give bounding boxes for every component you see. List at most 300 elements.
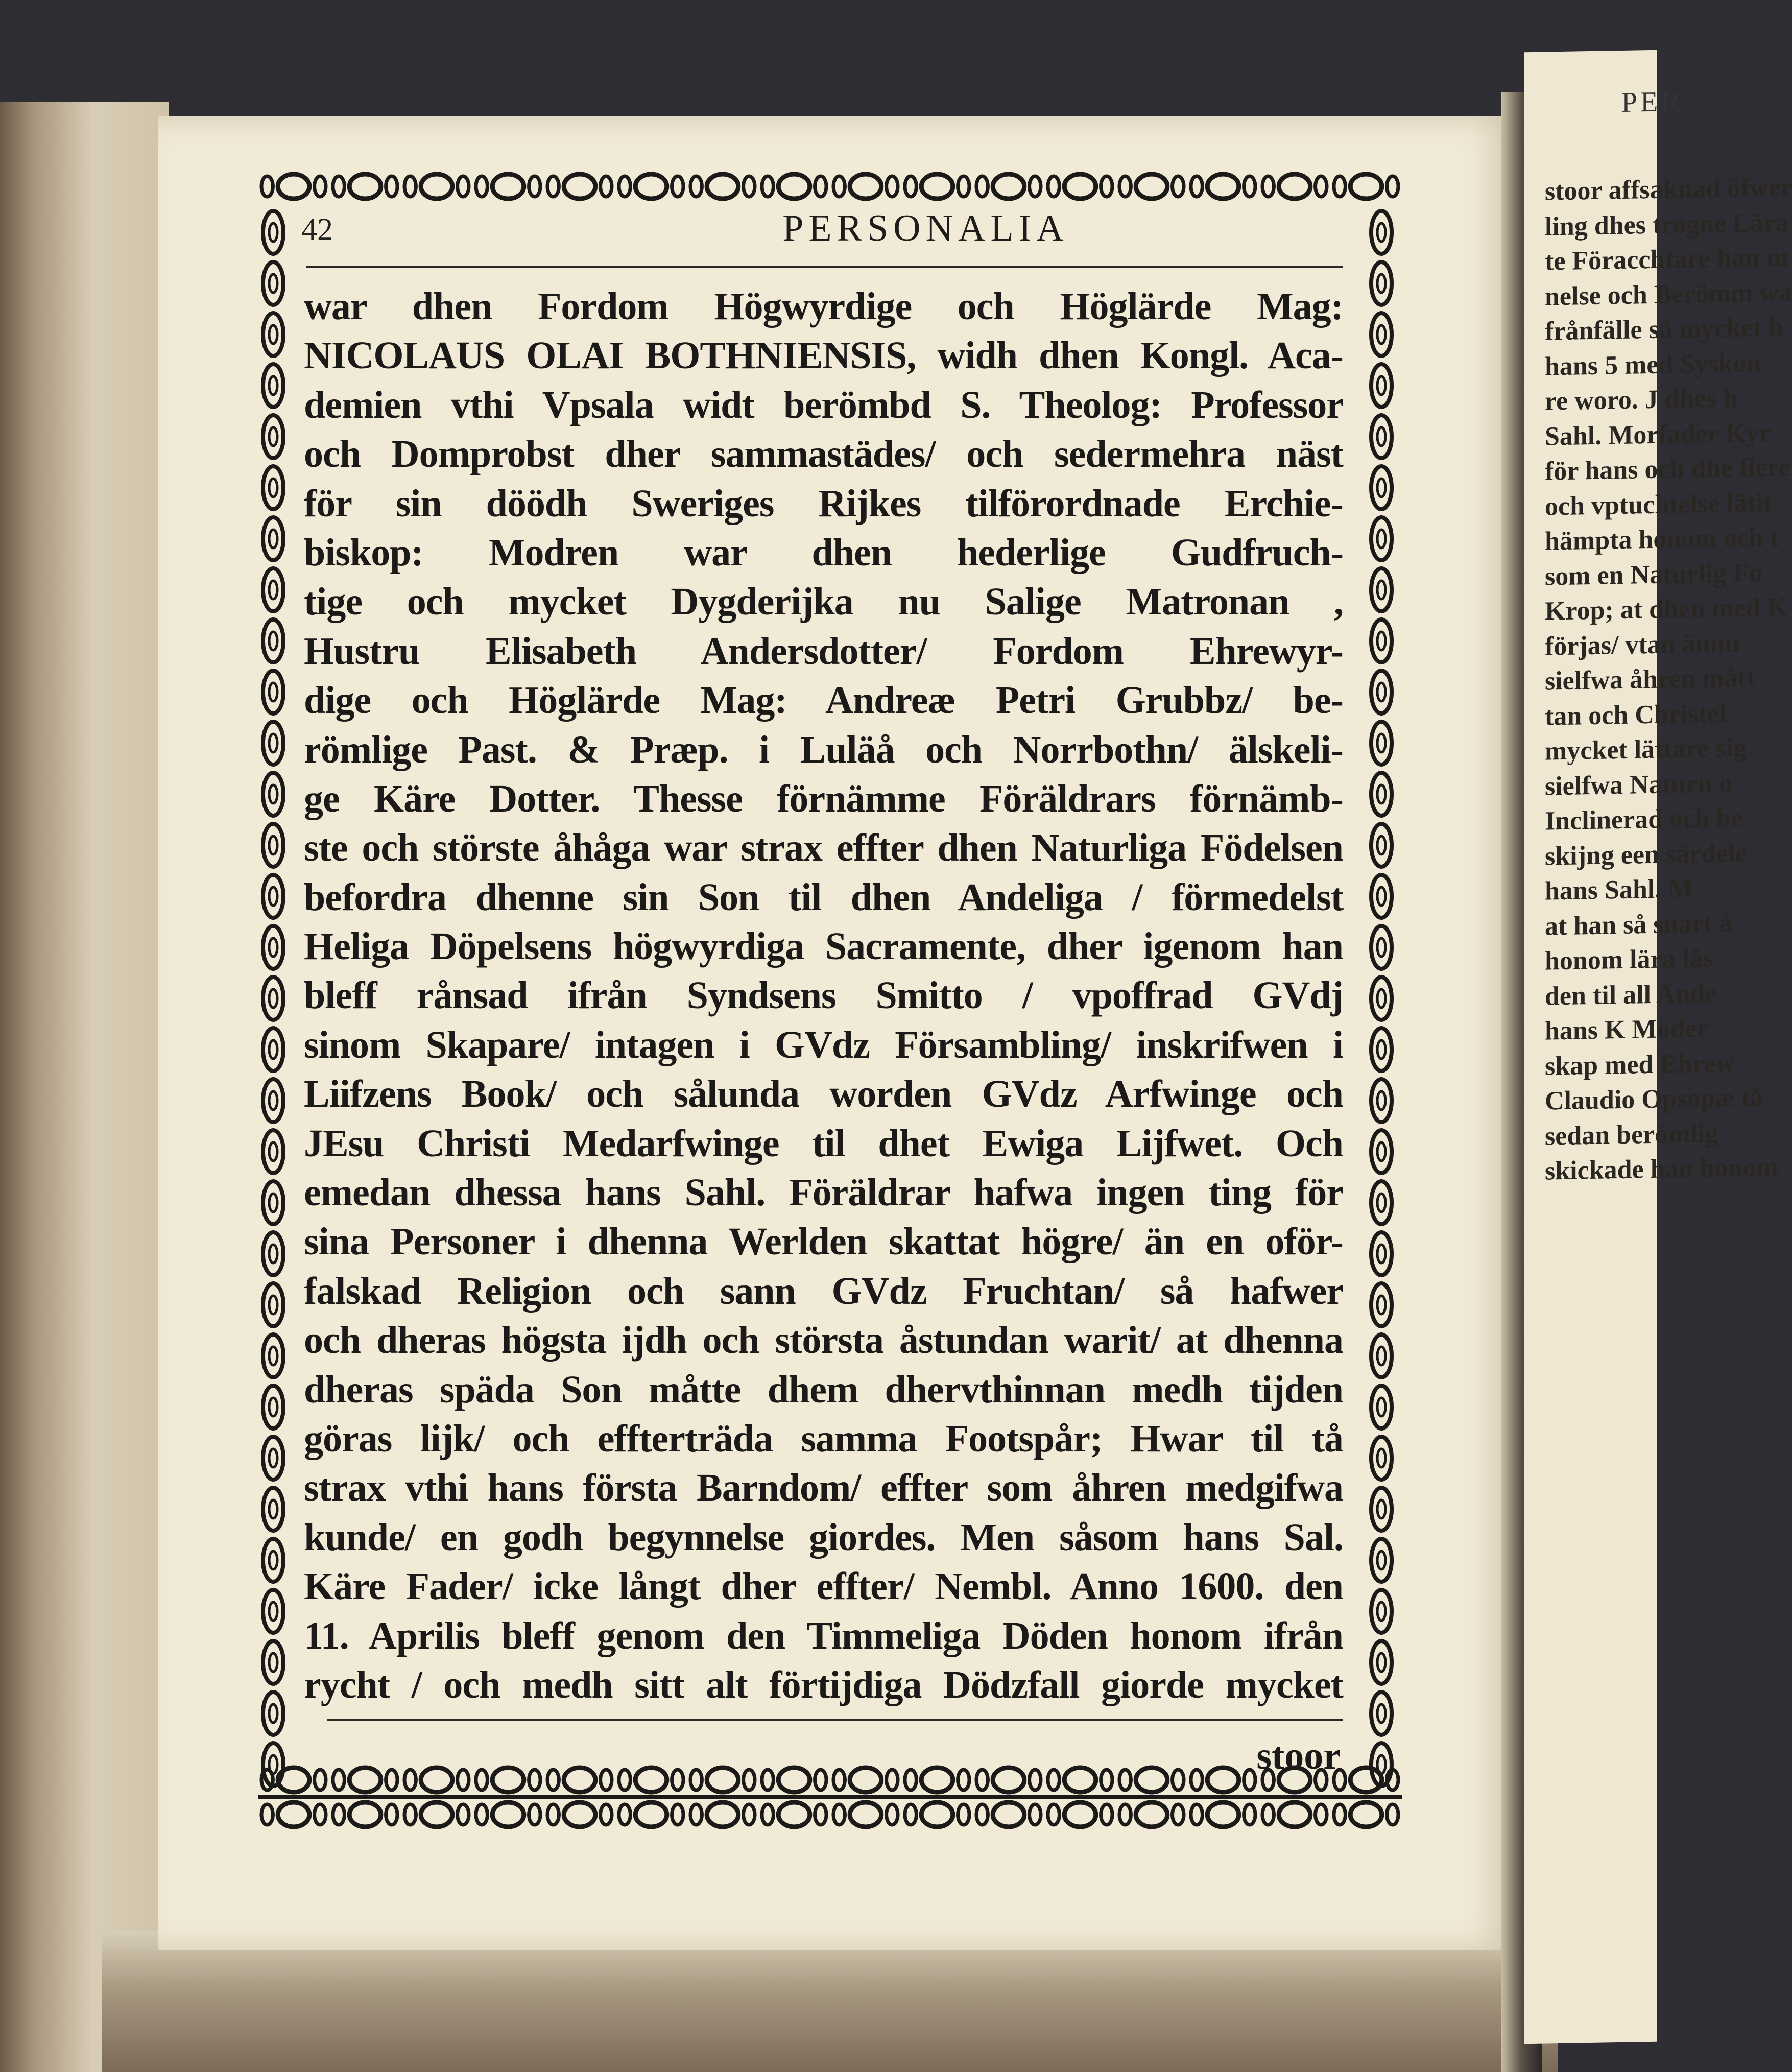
ornament-link xyxy=(458,1770,469,1790)
ornament-link xyxy=(1371,517,1392,560)
ornament-link xyxy=(261,176,273,197)
ornament-link xyxy=(261,1770,273,1790)
ornament-link xyxy=(386,176,397,197)
text-line: biskop: Modren war dhen hederlige Gudfruch- xyxy=(304,531,1343,574)
ornament-link xyxy=(1377,1040,1385,1059)
ornament-link xyxy=(1377,325,1385,344)
ornament-link xyxy=(887,1804,898,1825)
ornament-link xyxy=(476,1804,487,1825)
text-line: römlige Past. & Præp. i Luläå och Norrbothn/ älskeli- xyxy=(304,728,1343,771)
ornament-link xyxy=(1377,376,1385,395)
text-line: strax vthi hans första Barndom/ effter som åhren medgifwa xyxy=(304,1466,1343,1510)
text-line: Liifzens Book/ och sålunda worden GVdz Arfwinge och xyxy=(304,1073,1343,1116)
ornament-link xyxy=(269,1347,277,1365)
ornament-link xyxy=(349,1768,381,1792)
ornament-link xyxy=(1371,568,1392,611)
ornament-link xyxy=(269,581,277,599)
ornament-link xyxy=(1191,1770,1202,1790)
ornament-link xyxy=(1371,875,1392,918)
right-text-line: ling dhes trogne Lära xyxy=(1545,207,1789,242)
ornament-link xyxy=(1371,1386,1392,1428)
ornament-link xyxy=(958,1770,969,1790)
text-line: emedan dhessa hans Sahl. Föräldrar hafwa ingen ting för xyxy=(304,1171,1343,1214)
ornament-link xyxy=(690,1804,702,1825)
ornament-link xyxy=(261,1804,273,1825)
ornament-link xyxy=(1244,176,1255,197)
ornament-link xyxy=(349,174,381,199)
ornament-link xyxy=(993,174,1024,199)
ornament-link xyxy=(1377,1142,1385,1161)
ornament-link xyxy=(850,1802,881,1827)
ornament-link xyxy=(601,1804,612,1825)
ornament-link xyxy=(1191,176,1202,197)
ornament-link xyxy=(263,1590,283,1633)
ornament-link xyxy=(269,1194,277,1212)
book-page-edges xyxy=(0,102,169,2072)
ornament-link xyxy=(1101,1770,1112,1790)
ornament-link xyxy=(1371,262,1392,305)
ornament-link xyxy=(1377,530,1385,548)
ornament-link xyxy=(1377,1194,1385,1212)
text-line: rycht / och medh sitt alt förtijdiga Dödzfall giorde mycket xyxy=(304,1663,1343,1706)
ornament-link xyxy=(269,325,277,344)
text-line: göras lijk/ och effterträda samma Footspår; Hwar til tå xyxy=(304,1417,1343,1460)
ornament-link xyxy=(1244,1804,1255,1825)
ornament-link xyxy=(269,1500,277,1518)
ornament-link xyxy=(263,620,283,662)
ornament-link xyxy=(269,989,277,1008)
ornament-link xyxy=(263,466,283,509)
text-line: sinom Skapare/ intagen i GVdz Försambling/ inskrifwen i xyxy=(304,1023,1343,1066)
running-head: PERSONALIA xyxy=(782,207,1069,249)
text-line: sina Personer i dhenna Werlden skattat högre/ än en oför- xyxy=(304,1220,1343,1264)
ornament-link xyxy=(1377,785,1385,803)
ornament-link xyxy=(1119,1770,1131,1790)
ornament-link xyxy=(269,632,277,650)
right-text-line: sielfwa Naturn o xyxy=(1545,768,1732,801)
text-line: Heliga Döpelsens högwyrdiga Sacramente, dher igenom han xyxy=(304,925,1343,968)
right-text-line: sielfwa åhren mått xyxy=(1545,663,1756,696)
ornament-link xyxy=(263,722,283,765)
ornament-link xyxy=(263,517,283,560)
ornament-link xyxy=(263,262,283,305)
ornament-link xyxy=(263,1232,283,1275)
text-line: och Domprobst dher sammastädes/ och sedermehra näst xyxy=(304,433,1343,476)
ornament-link xyxy=(1377,1296,1385,1314)
right-text-line: tan och Christel xyxy=(1545,698,1727,731)
ornament-link xyxy=(564,1802,595,1827)
right-text-line: Inclinerad och be xyxy=(1545,803,1743,836)
ornament-link xyxy=(333,176,344,197)
ornament-link xyxy=(1350,1768,1382,1792)
ornament-link xyxy=(1030,176,1041,197)
ornament-link xyxy=(1371,364,1392,407)
ornament-link xyxy=(269,938,277,957)
ornament-link xyxy=(564,174,595,199)
text-line: ge Käre Dotter. Thesse förnämme Föräldrars förnämb- xyxy=(304,777,1343,820)
ornament-link xyxy=(1316,176,1327,197)
right-text-line: skickade han honom xyxy=(1545,1152,1778,1186)
right-text-line: stoor affsaknad öfwer xyxy=(1545,173,1792,206)
ornament-link xyxy=(1136,174,1167,199)
ornament-link xyxy=(404,1770,416,1790)
ornament-link xyxy=(1262,1804,1274,1825)
catchword: stoor xyxy=(1256,1734,1341,1777)
right-text-line: re woro. J dhes h xyxy=(1545,383,1738,416)
ornament-link xyxy=(263,1181,283,1224)
ornament-link xyxy=(1377,887,1385,906)
ornament-link xyxy=(1101,176,1112,197)
ornament-link xyxy=(1350,174,1382,199)
ornament-link xyxy=(833,1804,845,1825)
ornament-link xyxy=(993,1768,1024,1792)
ornament-link xyxy=(1387,176,1398,197)
ornament-link xyxy=(815,1804,826,1825)
ornament-link xyxy=(269,479,277,497)
ornament-link xyxy=(1377,836,1385,854)
ornament-link xyxy=(1371,620,1392,662)
ornament-link xyxy=(263,875,283,918)
text-line: falskad Religion och sann GVdz Fruchtan/ så hafwer xyxy=(304,1269,1343,1313)
ornament-link xyxy=(492,174,524,199)
ornament-link xyxy=(1119,1804,1131,1825)
ornament-link xyxy=(269,1653,277,1672)
ornament-link xyxy=(1048,176,1059,197)
book-bottom-edge xyxy=(102,1931,1558,2072)
ornament-link xyxy=(315,1804,326,1825)
right-text-line: hans 5 med Syskon xyxy=(1545,348,1761,382)
ornament-link xyxy=(263,415,283,458)
ornament-link xyxy=(1371,722,1392,765)
ornament-link xyxy=(905,1804,916,1825)
ornament-link xyxy=(263,1130,283,1173)
ornament-link xyxy=(976,1770,988,1790)
ornament-link xyxy=(1377,1602,1385,1621)
ornament-link xyxy=(1334,176,1345,197)
ornament-link xyxy=(269,376,277,395)
ornament-link xyxy=(269,734,277,752)
ornament-link xyxy=(1371,1232,1392,1275)
ornament-link xyxy=(1371,1079,1392,1122)
right-page xyxy=(1524,50,1792,2044)
ornament-link xyxy=(386,1770,397,1790)
right-running-head: PER xyxy=(1621,85,1683,118)
right-text-line: nelse och Berömm wa xyxy=(1545,277,1792,312)
ornament-link xyxy=(815,1770,826,1790)
text-line: Hustru Elisabeth Andersdotter/ Fordom Ehrewyr- xyxy=(304,629,1343,673)
ornament-link xyxy=(1377,632,1385,650)
right-text-line: Claudio Opsopæ tå xyxy=(1545,1083,1763,1116)
ornament-link xyxy=(921,174,953,199)
ornament-link xyxy=(269,1296,277,1314)
text-line: befordra dhenne sin Son til dhen Andeliga / förmedelst xyxy=(304,875,1343,919)
ornament-link xyxy=(263,926,283,969)
ornament-link xyxy=(547,176,559,197)
ornament-link xyxy=(976,176,988,197)
ornament-link xyxy=(1279,174,1310,199)
ornament-link xyxy=(1371,1283,1392,1326)
footer-rule xyxy=(327,1719,1343,1721)
ornament-link xyxy=(905,1770,916,1790)
ornament-link xyxy=(269,683,277,701)
ornament-link xyxy=(707,1802,738,1827)
ornament-link xyxy=(905,176,916,197)
ornament-link xyxy=(958,1804,969,1825)
ornament-link xyxy=(1371,824,1392,867)
ornament-link xyxy=(1371,1335,1392,1377)
ornament-link xyxy=(707,174,738,199)
ornament-link xyxy=(529,176,540,197)
ornament-link xyxy=(601,1770,612,1790)
ornament-link xyxy=(1371,1437,1392,1480)
ornament-link xyxy=(1377,1398,1385,1416)
ornament-border-right xyxy=(1366,207,1397,1765)
ornament-link xyxy=(263,364,283,407)
ornament-link xyxy=(386,1804,397,1825)
ornament-link xyxy=(1371,926,1392,969)
ornament-link xyxy=(263,313,283,356)
ornament-link xyxy=(269,1602,277,1621)
ornament-link xyxy=(476,176,487,197)
ornament-link xyxy=(993,1802,1024,1827)
ornament-link xyxy=(619,1804,630,1825)
ornament-link xyxy=(278,1768,309,1792)
text-line: dige och Höglärde Mag: Andreæ Petri Grubbz/ be- xyxy=(304,679,1343,722)
right-text-line: skijng een särdele xyxy=(1545,838,1747,871)
ornament-link xyxy=(672,176,683,197)
text-line: JEsu Christi Medarfwinge til dhet Ewiga Lijfwet. Och xyxy=(304,1122,1343,1165)
header-rule xyxy=(306,266,1343,268)
ornament-link xyxy=(421,1802,452,1827)
ornament-link xyxy=(1064,1802,1096,1827)
ornament-link xyxy=(672,1804,683,1825)
ornament-link xyxy=(1377,1245,1385,1263)
ornament-link xyxy=(269,785,277,803)
ornament-link xyxy=(1350,1802,1382,1827)
right-text-line: skap med Ehrew xyxy=(1545,1048,1735,1081)
ornament-link xyxy=(404,1804,416,1825)
ornament-link xyxy=(263,824,283,867)
right-text-line: honom lära lås xyxy=(1545,943,1713,976)
ornament-link xyxy=(1136,1768,1167,1792)
ornament-link xyxy=(1371,1028,1392,1071)
ornament-link xyxy=(529,1804,540,1825)
ornament-link xyxy=(1030,1804,1041,1825)
ornament-link xyxy=(833,1770,845,1790)
ornament-link xyxy=(1377,734,1385,752)
ornament-link xyxy=(1101,1804,1112,1825)
ornament-link xyxy=(547,1804,559,1825)
ornament-link xyxy=(421,174,452,199)
right-text-line: förjas/ vtan ännu xyxy=(1545,628,1740,661)
ornament-link xyxy=(1371,1130,1392,1173)
right-text-line: Krop; at dhen med K xyxy=(1545,592,1788,626)
ornament-link xyxy=(1371,977,1392,1020)
ornament-link xyxy=(1371,1590,1392,1633)
ornament-link xyxy=(1371,1539,1392,1582)
right-text-line: mycket lättare sig xyxy=(1545,733,1747,766)
text-line: Käre Fader/ icke långt dher effter/ Nembl. Anno 1600. den xyxy=(304,1565,1343,1608)
ornament-link xyxy=(315,176,326,197)
ornament-link xyxy=(1377,1500,1385,1518)
ornament-link xyxy=(1064,1768,1096,1792)
ornament-link xyxy=(778,1802,810,1827)
ornament-link xyxy=(269,1398,277,1416)
text-line: för sin döödh Sweriges Rijkes tilförordnade Erchie- xyxy=(304,482,1343,525)
ornament-link xyxy=(1030,1770,1041,1790)
ornament-link xyxy=(458,176,469,197)
ornament-link xyxy=(1119,176,1131,197)
ornament-link xyxy=(1279,1802,1310,1827)
ornament-link xyxy=(263,1028,283,1071)
ornament-link xyxy=(672,1770,683,1790)
text-line: bleff rånsad ifrån Syndsens Smitto / vpoffrad GVdj xyxy=(304,974,1343,1017)
right-text-line: för hans och dhe flere xyxy=(1545,452,1790,486)
ornament-link xyxy=(278,174,309,199)
ornament-link xyxy=(458,1804,469,1825)
ornament-link xyxy=(263,977,283,1020)
ornament-link xyxy=(1173,1770,1184,1790)
right-text-line: hämpta honom och t xyxy=(1545,522,1779,556)
ornament-link xyxy=(529,1770,540,1790)
ornament-link xyxy=(1377,427,1385,446)
ornament-link xyxy=(547,1770,559,1790)
ornament-link xyxy=(619,176,630,197)
ornament-link xyxy=(690,176,702,197)
text-line: dheras späda Son måtte dhem dhervthinnan medh tijden xyxy=(304,1368,1343,1411)
ornament-link xyxy=(263,1641,283,1684)
page-number: 42 xyxy=(301,212,333,247)
ornament-link xyxy=(269,1551,277,1569)
ornament-link xyxy=(492,1802,524,1827)
text-line: ste och störste åhåga war strax effter dhen Naturliga Födelsen xyxy=(304,826,1343,870)
ornament-link xyxy=(1371,313,1392,356)
ornament-link xyxy=(492,1768,524,1792)
ornament-link xyxy=(1377,1653,1385,1672)
right-page-text xyxy=(1545,170,1792,1189)
ornament-border-left xyxy=(258,207,289,1765)
right-text-line: te Föracchtare han m xyxy=(1545,243,1789,276)
ornament-link xyxy=(564,1768,595,1792)
ornament-link xyxy=(269,1449,277,1467)
right-text-line: och vptuchtelse lätit xyxy=(1545,488,1772,521)
ornament-link xyxy=(762,1804,773,1825)
ornament-link xyxy=(1377,1347,1385,1365)
ornament-link xyxy=(1316,1804,1327,1825)
right-text-line: som en Naturlig Fo xyxy=(1545,558,1763,591)
text-line: NICOLAUS OLAI BOTHNIENSIS, widh dhen Kongl. Aca- xyxy=(304,334,1343,377)
right-text-line: hans Sahl. M xyxy=(1545,874,1693,906)
ornament-link xyxy=(263,1079,283,1122)
ornament-link xyxy=(269,427,277,446)
ornament-link xyxy=(1191,1804,1202,1825)
ornament-link xyxy=(1377,274,1385,293)
ornament-link xyxy=(1207,1802,1239,1827)
text-line: tige och mycket Dygderijka nu Salige Matronan , xyxy=(304,580,1343,624)
ornament-link xyxy=(349,1802,381,1827)
ornament-link xyxy=(1048,1804,1059,1825)
ornament-link xyxy=(263,671,283,713)
ornament-link xyxy=(1377,479,1385,497)
ornament-link xyxy=(850,174,881,199)
ornament-link xyxy=(1136,1802,1167,1827)
ornament-link xyxy=(762,176,773,197)
ornament-link xyxy=(1377,1091,1385,1110)
ornament-link xyxy=(263,1335,283,1377)
ornament-link xyxy=(1207,174,1239,199)
ornament-link xyxy=(744,176,755,197)
ornament-link xyxy=(778,174,810,199)
ornament-link xyxy=(421,1768,452,1792)
ornament-link xyxy=(269,1040,277,1059)
ornament-link xyxy=(263,1488,283,1531)
ornament-link xyxy=(921,1802,953,1827)
ornament-link xyxy=(315,1770,326,1790)
ornament-link xyxy=(333,1770,344,1790)
ornament-link xyxy=(1262,176,1274,197)
ornament-link xyxy=(263,773,283,816)
ornament-link xyxy=(1371,466,1392,509)
ornament-link xyxy=(1377,1449,1385,1467)
text-line: och dheras högsta ijdh och största åstundan warit/ at dhenna xyxy=(304,1319,1343,1362)
right-text-line: frånfälle så mycket h xyxy=(1545,313,1783,346)
right-text-line: sedan berömlig xyxy=(1545,1118,1718,1151)
ornament-link xyxy=(1173,176,1184,197)
text-line: kunde/ en godh begynnelse giordes. Men såsom hans Sal. xyxy=(304,1515,1343,1559)
ornament-link xyxy=(887,1770,898,1790)
ornament-link xyxy=(269,836,277,854)
text-line: 11. Aprilis bleff genom den Timmeliga Döden honom ifrån xyxy=(304,1614,1343,1657)
ornament-link xyxy=(1371,773,1392,816)
ornament-link xyxy=(1334,1804,1345,1825)
ornament-link xyxy=(635,1768,667,1792)
right-text-line: den til all Ande xyxy=(1545,979,1717,1011)
ornament-link xyxy=(619,1770,630,1790)
ornament-link xyxy=(1371,1692,1392,1735)
ornament-link xyxy=(263,1539,283,1582)
ornament-link xyxy=(744,1770,755,1790)
ornament-link xyxy=(850,1768,881,1792)
ornament-link xyxy=(1064,174,1096,199)
ornament-link xyxy=(921,1768,953,1792)
ornament-link xyxy=(269,274,277,293)
ornament-link xyxy=(1371,1641,1392,1684)
ornament-link xyxy=(762,1770,773,1790)
right-text-line: Sahl. Morfader Kyr xyxy=(1545,418,1771,451)
ornament-link xyxy=(1371,415,1392,458)
ornament-border-top xyxy=(258,163,1402,209)
ornament-link xyxy=(601,176,612,197)
ornament-link xyxy=(1244,1770,1255,1790)
right-text-line: at han så snart å xyxy=(1545,908,1732,941)
ornament-link xyxy=(833,176,845,197)
ornament-link xyxy=(707,1768,738,1792)
ornament-link xyxy=(263,1692,283,1735)
ornament-link xyxy=(887,176,898,197)
ornament-link xyxy=(263,1386,283,1428)
ornament-link xyxy=(269,887,277,906)
ornament-link xyxy=(269,530,277,548)
ornament-link xyxy=(1377,1704,1385,1723)
ornament-link xyxy=(269,1091,277,1110)
right-text-line: hans K Moder xyxy=(1545,1013,1709,1046)
ornament-link xyxy=(476,1770,487,1790)
ornament-link xyxy=(269,1142,277,1161)
ornament-link xyxy=(1377,683,1385,701)
ornament-link xyxy=(1377,1551,1385,1569)
ornament-link xyxy=(1377,938,1385,957)
ornament-link xyxy=(976,1804,988,1825)
